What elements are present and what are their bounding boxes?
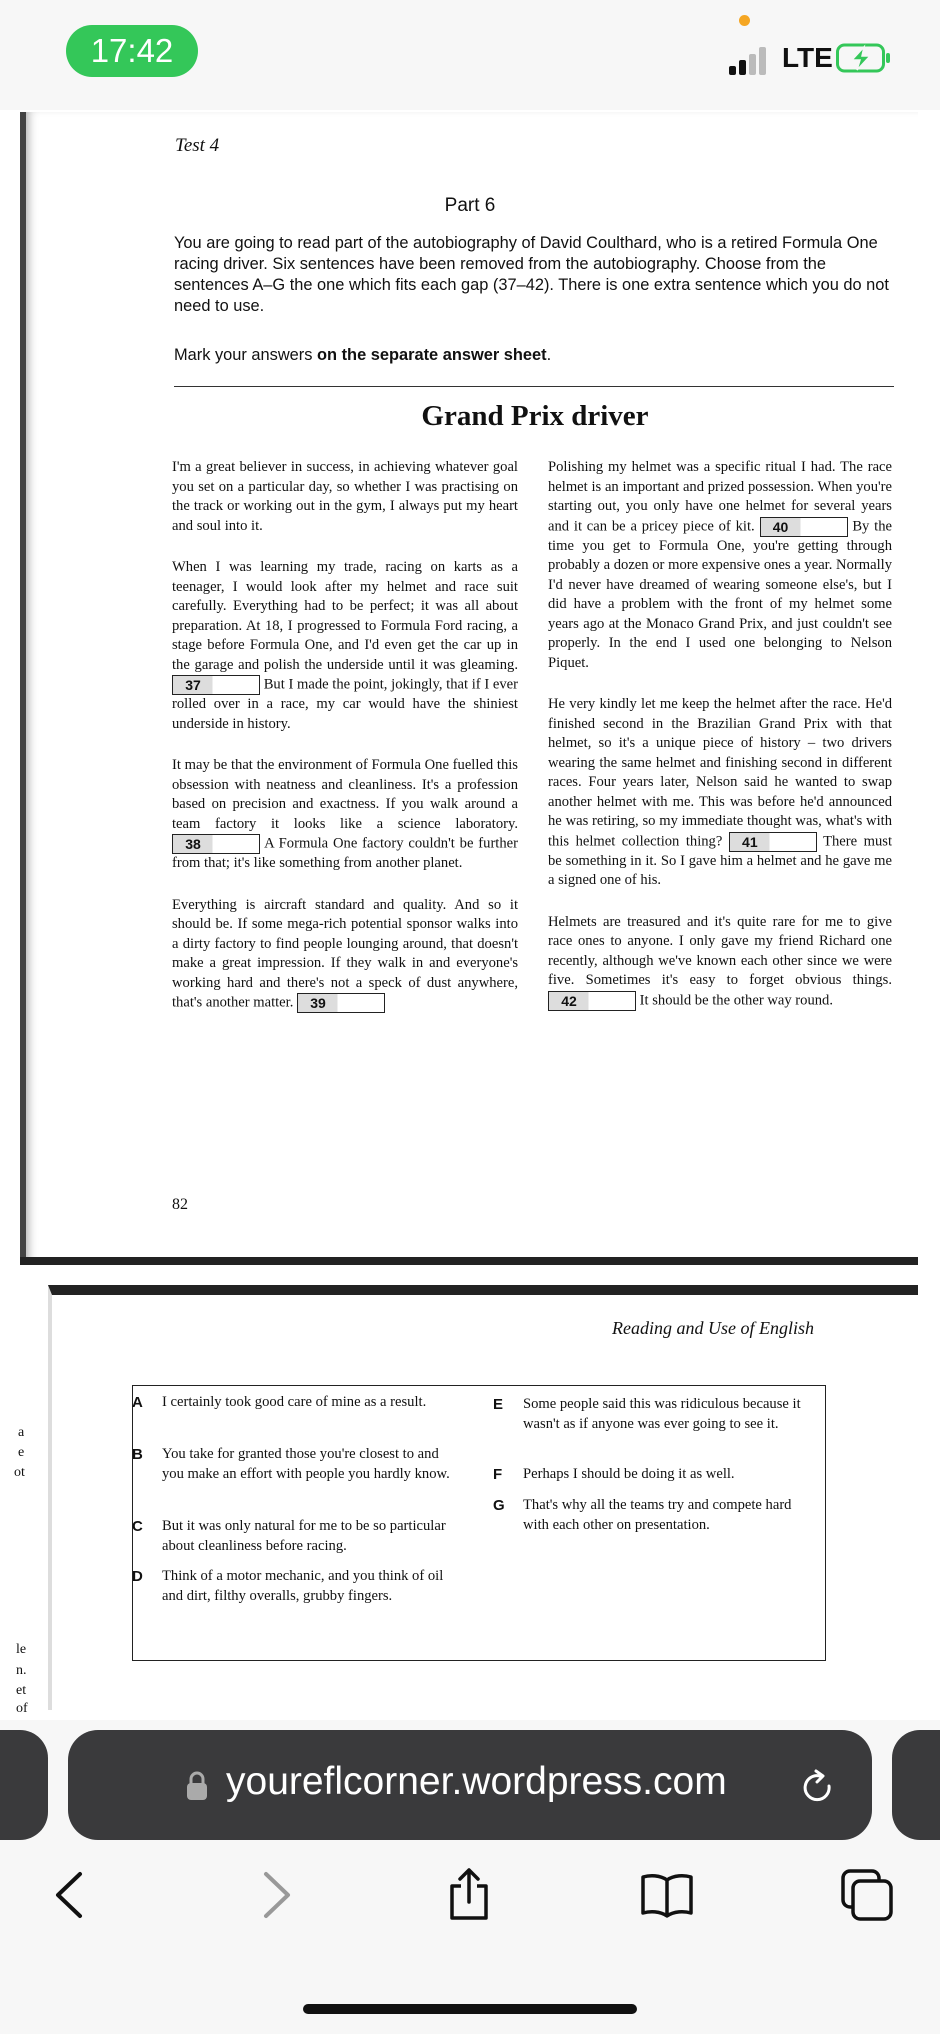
edge-fragment: le [16,1642,27,1657]
paragraph: I'm a great believer in success, in achieving whatever goal you set on a particular day, so whether I was practising on the track or working out in the gym, I always put my heart and soul into it. [172,459,518,534]
gap-41[interactable] [729,832,817,852]
option-letter: D [132,1568,143,1585]
edge-fragment: e [18,1445,25,1460]
option-letter: B [132,1446,143,1463]
article-left-column [172,458,518,1035]
gap-number: 37 [185,677,201,693]
mark-prefix: Mark your answers [174,346,318,364]
option-letter: E [493,1396,504,1413]
gap-42[interactable] [548,991,636,1011]
instructions: You are going to read part of the autobiography of David Coulthard, who is a retired Formula One racing driver. Six sentences have been removed from the autobiography. Choose from the sentences A–G the one which fits each gap (37–42). There is one extra sentence which you do not need to use. [174,234,889,315]
gap-39[interactable] [297,993,385,1013]
reload-icon[interactable] [798,1768,838,1808]
paragraph [548,458,892,673]
article-right-column [548,458,892,1033]
gap-37[interactable] [172,675,260,695]
forward-icon[interactable] [248,1868,302,1922]
option-text: Think of a motor mechanic, and you think of oil and dirt, filthy overalls, grubby fingers. [162,1568,444,1604]
page-edge [20,1257,918,1265]
privacy-indicator-dot [739,15,750,26]
gap-number: 40 [772,518,789,535]
share-icon[interactable] [442,1868,496,1922]
option-text: You take for granted those you're closest to and you make an effort with people you hardly know. [162,1446,450,1482]
edge-fragment: a [18,1425,25,1440]
paragraph-text: Everything is aircraft standard and quality. And so it should be. If some mega-rich potential sponsor walks into a dirty factory to find people lounging around, that doesn't make a great impression. If they walk in and everyone's working hard and there's not a speck of dust anywhere, that's another matter. [172,896,518,1011]
test-header: Test 4 [175,135,220,156]
option-text: That's why all the teams try and compete hard with each other on presentation. [523,1497,792,1533]
gap-number: 39 [310,995,326,1011]
paragraph [172,896,518,1014]
paragraph-text: But I made the point, jokingly, that if I ever rolled over in a race, my car would have the shiniest underside in history. [172,676,518,732]
paragraph [548,913,892,1011]
edge-fragment: et [16,1683,27,1698]
battery-charging-icon [836,42,892,74]
option-text: Perhaps I should be doing it as well. [523,1466,735,1482]
section-header: Reading and Use of English [612,1318,814,1338]
option-letter: G [493,1497,505,1514]
paragraph-text: By the time you get to Formula One, you're getting through probably a dozen or more expensive ones a year. Normally I'd never have dreamed of wearing someone else's, but I did have a problem with the front of my helmet some years ago at the Monaco Grand Prix, and just couldn't see properly. In the end I used one belonging to Nelson Piquet. [548,517,893,671]
network-type: LTE [782,42,833,73]
next-tab-peek[interactable] [892,1730,940,1840]
divider [174,386,894,387]
lock-icon [186,1770,208,1802]
gap-38[interactable] [172,834,260,854]
back-icon[interactable] [44,1868,98,1922]
option-text: But it was only natural for me to be so particular about cleanliness before racing. [162,1518,446,1554]
option-text: Some people said this was ridiculous because it wasn't as if anyone was ever going to see it. [523,1396,801,1432]
bookmarks-icon[interactable] [640,1868,694,1922]
signal-strength-icon [729,45,769,75]
mark-bold: on the separate answer sheet [317,346,547,364]
paragraph-text: A Formula One factory couldn't be further from that; it's like something from another planet. [172,835,519,871]
paragraph-text: It should be the other way round. [639,991,833,1008]
paragraph-text: There must be something in it. So I gave him a helmet and he gave me a signed one of his. [548,832,893,888]
paragraph [172,756,518,874]
tabs-icon[interactable] [840,1868,894,1922]
page-number: 82 [172,1196,188,1213]
previous-tab-peek[interactable] [0,1730,48,1840]
gap-number: 38 [185,836,201,852]
gap-number: 42 [561,992,577,1009]
gap-number: 41 [742,833,758,850]
article-title: Grand Prix driver [421,400,649,432]
facing-page-edge [0,1380,40,1720]
paragraph-text: Helmets are treasured and it's quite rare for me to give race ones to anyone. I only gave my friend Richard one recently, although we've known each other since we were five. Sometimes it's easy to forget obvious things. [548,913,892,988]
option-letter: C [132,1518,143,1535]
paragraph-text: When I was learning my trade, racing on karts as a teenager, I would look after my helmet and race suit carefully. Everything had to be perfect; it was all about preparation. At 18, I progressed to Formula Ford racing, a stage before Formula One, and I'd even get the car up in the garage and polish the underside until it was gleaming. [172,559,518,673]
option-text: I certainly took good care of mine as a result. [162,1394,427,1410]
answer-sheet-instruction [174,346,551,365]
edge-fragment: n. [16,1663,27,1678]
mark-suffix: . [546,346,552,364]
paragraph-text: He very kindly let me keep the helmet after the race. He'd finished second in the Brazilian Grand Prix with that helmet, so it's a unique piece of history – two drivers wearing the same helmet and finishing second in different races. Four years later, Nelson said he wanted to swap another helmet with me. This was before he'd announced he was retiring, so my immediate thought was, what's with this helmet collection thing? [548,696,892,849]
edge-fragment: ot [14,1465,25,1480]
gap-40[interactable] [760,517,848,537]
home-indicator[interactable] [303,2004,637,2014]
option-letter: A [132,1394,143,1411]
url-text[interactable]: youreflcorner.wordpress.com [226,1760,727,1803]
paragraph [548,695,892,891]
paragraph-text: Polishing my helmet was a specific ritual I had. The race helmet is an important and prized possession. When you're starting out, you only have one helmet for several years and it can be a pricey piece of kit. [548,459,892,534]
part-title: Part 6 [444,195,496,216]
edge-fragment: of [16,1701,28,1716]
status-time: 17:42 [66,25,198,77]
paragraph-text: It may be that the environment of Formula One fuelled this obsession with neatness and cleanliness. It's a profession based on precision and exactness. If you walk around a team factory it looks like a science laboratory. [172,757,518,832]
paragraph [172,558,518,734]
option-letter: F [493,1466,503,1483]
